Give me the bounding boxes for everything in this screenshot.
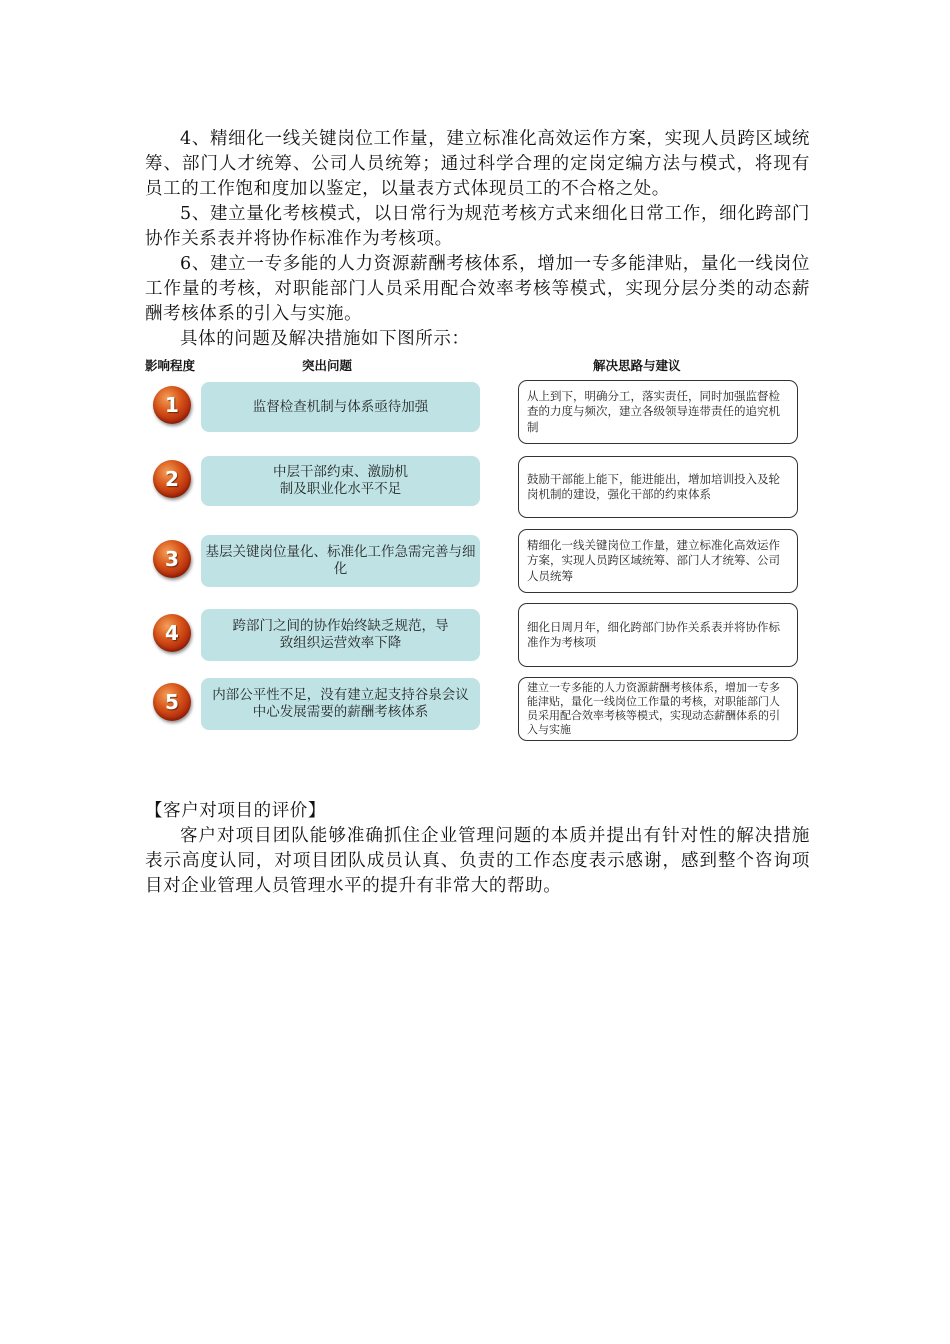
solution-box-1: [518, 380, 798, 444]
issue-text-4: 跨部门之间的协作始终缺乏规范，导致组织运营效率下降: [232, 618, 449, 651]
issue-text-1: 监督检查机制与体系亟待加强: [252, 398, 429, 415]
paragraph-6: 6、建立一专多能的人力资源薪酬考核体系，增加一专多能津贴，量化一线岗位工作量的考核，对职能部门人员采用配合效率考核等模式，实现分层分类的动态薪酬考核体系的引入与实施。: [145, 254, 810, 324]
impact-badge-3: 3: [153, 540, 191, 578]
evaluation-heading: 【客户对项目的评价】: [145, 801, 326, 821]
diagram-intro: 具体的问题及解决措施如下图所示：: [180, 329, 470, 349]
header-impact: 影响程度: [145, 358, 196, 373]
impact-badge-1: 1: [153, 386, 191, 424]
issue-box-3: [201, 535, 480, 587]
header-issue: 突出问题: [302, 358, 353, 373]
paragraph-5: 5、建立量化考核模式，以日常行为规范考核方式来细化日常工作，细化跨部门协作关系表并将协作标准作为考核项。: [145, 204, 810, 249]
issue-box-4: [201, 609, 480, 661]
issue-text-5: 内部公平性不足，没有建立起支持谷泉会议中心发展需要的薪酬考核体系: [212, 687, 469, 720]
impact-badge-4: 4: [153, 614, 191, 652]
solution-text-3: 精细化一线关键岗位工作量，建立标准化高效运作方案，实现人员跨区域统筹、部门人才统筹、公司人员统筹: [527, 537, 780, 583]
solution-text-5: 建立一专多能的人力资源薪酬考核体系，增加一专多能津贴，量化一线岗位工作量的考核，对职能部门人员采用配合效率考核等模式，实现动态薪酬体系的引入与实施: [527, 681, 780, 736]
header-solution: 解决思路与建议: [593, 358, 681, 373]
evaluation-text: 客户对项目团队能够准确抓住企业管理问题的本质并提出有针对性的解决措施表示高度认同，对项目团队成员认真、负责的工作态度表示感谢，感到整个咨询项目对企业管理人员管理水平的提升有非常大的帮助。: [145, 826, 810, 896]
solution-text-2: 鼓励干部能上能下，能进能出，增加培训投入及轮岗机制的建设，强化干部的约束体系: [527, 471, 780, 501]
issue-box-1: [201, 382, 480, 432]
issue-text-2: 中层干部约束、激励机制及职业化水平不足: [273, 464, 408, 497]
issue-text-3: 基层关键岗位量化、标准化工作急需完善与细化: [205, 544, 476, 577]
issue-box-5: [201, 678, 480, 730]
solution-text-4: 细化日周月年，细化跨部门协作关系表并将协作标准作为考核项: [527, 619, 780, 649]
solution-box-2: [518, 456, 798, 518]
solution-box-3: [518, 529, 798, 593]
solution-box-4: [518, 603, 798, 667]
solution-text-1: 从上到下，明确分工，落实责任，同时加强监督检查的力度与频次，建立各级领导连带责任的追究机制: [527, 388, 780, 434]
impact-badge-2: 2: [153, 460, 191, 498]
paragraph-4: 4、精细化一线关键岗位工作量，建立标准化高效运作方案，实现人员跨区域统筹、部门人才统筹、公司人员统筹；通过科学合理的定岗定编方法与模式，将现有员工的工作饱和度加以鉴定，以量表方式体现员工的不合格之处。: [145, 129, 810, 199]
impact-badge-5: 5: [153, 683, 191, 721]
solution-box-5: [518, 677, 798, 741]
issue-box-2: [201, 456, 480, 506]
